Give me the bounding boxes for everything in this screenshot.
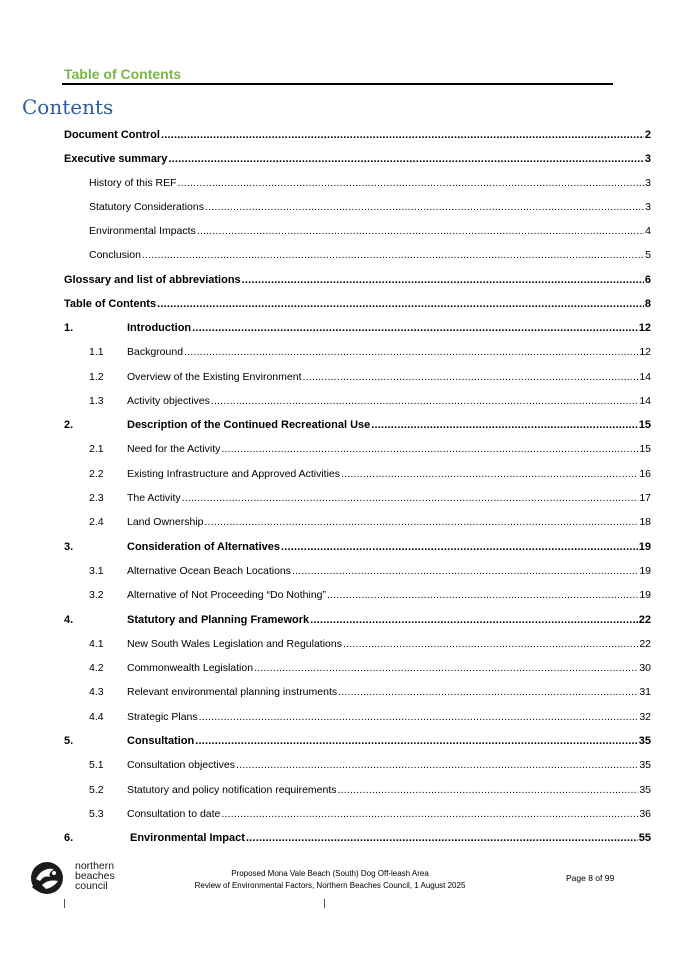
toc-entry-title: The Activity [127, 492, 181, 504]
contents-heading: Contents [22, 95, 114, 119]
toc-chapter-2[interactable] [64, 419, 651, 433]
footer-page-number: Page 8 of 99 [566, 873, 615, 883]
toc-entry-number: 4.2 [89, 662, 104, 674]
header-rule [62, 83, 613, 85]
toc-entry-statutory-considerations[interactable] [89, 201, 651, 215]
toc-entry-page: 14 [639, 371, 651, 383]
toc-leader [338, 686, 638, 698]
toc-leader [168, 153, 644, 165]
toc-entry-page: 19 [639, 589, 651, 601]
toc-leader [205, 201, 644, 213]
toc-entry-number: 2.2 [89, 468, 104, 480]
toc-entry-number: 1.1 [89, 346, 104, 358]
toc-entry-page: 22 [638, 614, 651, 626]
toc-entry-page: 35 [638, 735, 651, 747]
toc-chapter-4[interactable] [64, 614, 651, 628]
toc-entry-number: 2.4 [89, 516, 104, 528]
toc-leader [303, 371, 639, 383]
toc-entry-title: Alternative Ocean Beach Locations [127, 565, 292, 577]
toc-entry-number: 3.2 [89, 589, 104, 601]
toc-entry-page: 19 [638, 541, 651, 553]
toc-entry-number: 4.3 [89, 686, 104, 698]
toc-section-4-2[interactable] [89, 662, 651, 676]
toc-leader [184, 346, 638, 358]
toc-leader [281, 541, 638, 553]
council-wordmark [75, 861, 115, 891]
toc-entry-title: Relevant environmental planning instruments [127, 686, 338, 698]
toc-entry-title: Introduction [127, 322, 192, 334]
toc-entry-page: 19 [639, 565, 651, 577]
toc-section-2-1[interactable] [89, 443, 651, 457]
toc-section-5-3[interactable] [89, 808, 651, 822]
toc-leader [161, 129, 644, 141]
toc-entry-document-control[interactable] [64, 129, 651, 143]
toc-leader [292, 565, 638, 577]
toc-entry-page: 32 [639, 711, 651, 723]
toc-entry-page: 14 [639, 395, 651, 407]
toc-leader [371, 419, 637, 431]
toc-entry-page: 55 [638, 832, 651, 844]
toc-section-4-4[interactable] [89, 711, 651, 725]
toc-entry-page: 3 [645, 201, 651, 213]
toc-entry-title: History of this REF [89, 177, 177, 189]
toc-entry-page: 15 [639, 443, 651, 455]
council-logo [28, 859, 148, 899]
toc-entry-number: 5. [64, 735, 74, 747]
toc-entry-number: 5.2 [89, 784, 104, 796]
logo-line: beaches [75, 870, 115, 882]
toc-leader [236, 759, 638, 771]
toc-entry-table-of-contents[interactable] [64, 298, 651, 312]
toc-entry-title: Overview of the Existing Environment [127, 371, 302, 383]
toc-entry-title: Conclusion [89, 249, 141, 261]
toc-entry-page: 18 [639, 516, 651, 528]
toc-chapter-3[interactable] [64, 541, 651, 555]
toc-entry-page: 2 [644, 129, 651, 141]
toc-entry-page: 22 [639, 638, 651, 650]
section-header-title: Table of Contents [64, 66, 182, 82]
toc-entry-page: 12 [639, 346, 651, 358]
toc-entry-number: 1.2 [89, 371, 104, 383]
toc-entry-page: 35 [639, 759, 651, 771]
toc-entry-title: Consultation to date [127, 808, 221, 820]
toc-section-4-1[interactable] [89, 638, 651, 652]
toc-leader [195, 735, 638, 747]
toc-section-2-3[interactable] [89, 492, 651, 506]
toc-entry-title: Statutory and policy notification requirements [127, 784, 337, 796]
council-emblem-icon [28, 859, 68, 897]
toc-chapter-1[interactable] [64, 322, 651, 336]
toc-section-1-3[interactable] [89, 395, 651, 409]
toc-entry-title: Background [127, 346, 184, 358]
toc-entry-glossary[interactable] [64, 274, 651, 288]
crop-mark [324, 899, 325, 908]
toc-entry-page: 16 [639, 468, 651, 480]
toc-leader [197, 225, 644, 237]
toc-entry-title: Environmental Impacts [89, 225, 196, 237]
logo-line: council [75, 880, 108, 892]
toc-entry-title: Table of Contents [64, 298, 157, 310]
toc-entry-page: 30 [639, 662, 651, 674]
footer-doc-title: Proposed Mona Vale Beach (South) Dog Off-leash Area [231, 869, 429, 878]
toc-entry-number: 5.3 [89, 808, 104, 820]
toc-entry-number: 1.3 [89, 395, 104, 407]
toc-entry-number: 5.1 [89, 759, 104, 771]
toc-section-2-4[interactable] [89, 516, 651, 530]
toc-leader [343, 638, 638, 650]
toc-entry-page: 31 [639, 686, 651, 698]
toc-leader [338, 784, 639, 796]
crop-mark [64, 899, 65, 908]
toc-leader [221, 808, 638, 820]
toc-entry-page: 17 [639, 492, 651, 504]
toc-leader [142, 249, 644, 261]
toc-entry-page: 3 [645, 177, 651, 189]
toc-entry-title: Need for the Activity [127, 443, 221, 455]
toc-entry-number: 6. [64, 832, 74, 844]
toc-leader [327, 589, 638, 601]
toc-entry-history[interactable] [89, 177, 651, 191]
toc-entry-title: Glossary and list of abbreviations [64, 274, 241, 286]
toc-entry-title: Consideration of Alternatives [127, 541, 281, 553]
toc-entry-title: Alternative of Not Proceeding “Do Nothing” [127, 589, 327, 601]
toc-entry-title: Consultation objectives [127, 759, 235, 771]
toc-entry-number: 2.3 [89, 492, 104, 504]
toc-leader [178, 177, 645, 189]
toc-leader [242, 274, 644, 286]
toc-entry-title: Consultation [127, 735, 195, 747]
footer-doc-subtitle: Review of Environmental Factors, Northern Beaches Council, 1 August 2025 [194, 881, 466, 890]
toc-leader [157, 298, 644, 310]
toc-leader [204, 516, 638, 528]
toc-entry-page: 4 [645, 225, 651, 237]
toc-leader [199, 711, 639, 723]
toc-entry-title: Statutory Considerations [89, 201, 204, 213]
toc-leader [254, 662, 638, 674]
toc-entry-title: New South Wales Legislation and Regulations [127, 638, 342, 650]
toc-leader [246, 832, 638, 844]
toc-entry-number: 4.1 [89, 638, 104, 650]
footer-document-info [160, 868, 500, 892]
toc-entry-title: Existing Infrastructure and Approved Activities [127, 468, 341, 480]
toc-entry-title: Executive summary [64, 153, 168, 165]
toc-entry-title: Environmental Impact [130, 832, 245, 844]
toc-leader [192, 322, 638, 334]
toc-leader [182, 492, 639, 504]
toc-section-5-1[interactable] [89, 759, 651, 773]
toc-section-2-2[interactable] [89, 468, 651, 482]
toc-entry-page: 36 [639, 808, 651, 820]
toc-section-1-1[interactable] [89, 346, 651, 360]
toc-leader [211, 395, 638, 407]
toc-entry-number: 3. [64, 541, 74, 553]
toc-entry-title: Description of the Continued Recreational Use [127, 419, 371, 431]
toc-entry-page: 3 [644, 153, 651, 165]
toc-entry-environmental-impacts[interactable] [89, 225, 651, 239]
toc-entry-number: 2.1 [89, 443, 104, 455]
toc-section-3-2[interactable] [89, 589, 651, 603]
toc-leader [221, 443, 638, 455]
toc-entry-conclusion[interactable] [89, 249, 651, 263]
toc-entry-number: 3.1 [89, 565, 104, 577]
toc-leader [341, 468, 638, 480]
toc-entry-title: Commonwealth Legislation [127, 662, 254, 674]
toc-entry-number: 4. [64, 614, 74, 626]
logo-line: northern [75, 860, 115, 872]
toc-entry-page: 6 [644, 274, 651, 286]
toc-section-5-2[interactable] [89, 784, 651, 798]
toc-entry-title: Land Ownership [127, 516, 204, 528]
toc-entry-page: 5 [645, 249, 651, 261]
toc-entry-title: Document Control [64, 129, 160, 141]
toc-entry-title: Statutory and Planning Framework [127, 614, 310, 626]
toc-entry-number: 4.4 [89, 711, 104, 723]
toc-section-4-3[interactable] [89, 686, 651, 700]
toc-entry-page: 35 [639, 784, 651, 796]
toc-entry-page: 12 [638, 322, 651, 334]
toc-chapter-6[interactable] [64, 832, 651, 846]
toc-leader [310, 614, 638, 626]
toc-section-3-1[interactable] [89, 565, 651, 579]
toc-entry-page: 8 [644, 298, 651, 310]
toc-entry-number: 2. [64, 419, 74, 431]
toc-entry-page: 15 [638, 419, 651, 431]
toc-entry-title: Activity objectives [127, 395, 210, 407]
toc-section-1-2[interactable] [89, 371, 651, 385]
toc-entry-title: Strategic Plans [127, 711, 198, 723]
toc-chapter-5[interactable] [64, 735, 651, 749]
toc-entry-executive-summary[interactable] [64, 153, 651, 167]
toc-entry-number: 1. [64, 322, 74, 334]
